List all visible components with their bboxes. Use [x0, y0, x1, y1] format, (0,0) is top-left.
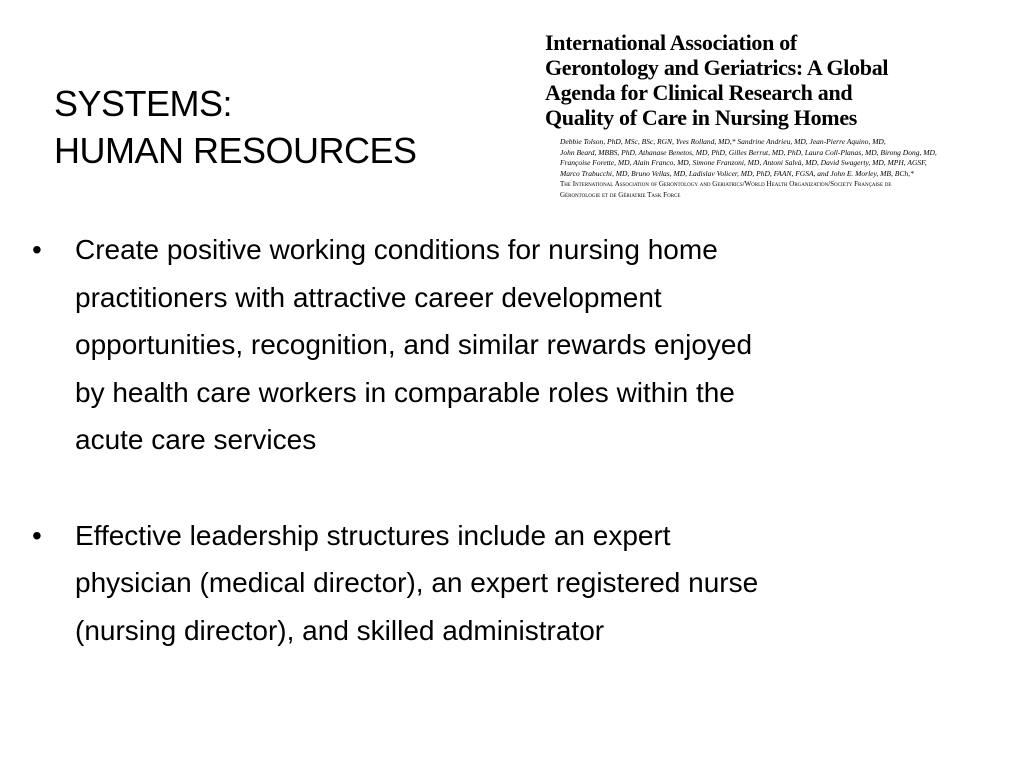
article-author-line: John Beard, MBBS, PhD, Athanase Benetos, MD, PhD, Gilles Berrut, MD, PhD, Laura Coll-Planas, MD, Birong Dong, MD,: [560, 147, 937, 157]
bullet-line: practitioners with attractive career development: [75, 281, 662, 313]
bullet-line: acute care services: [75, 424, 317, 455]
bullet-item: [32, 512, 982, 655]
bullet-item: [32, 226, 982, 464]
article-authors: [560, 137, 1000, 200]
article-title-line: Gerontology and Geriatrics: A Global: [545, 55, 889, 80]
slide-title: [54, 80, 494, 174]
bullet-line: Create positive working conditions for nursing home: [75, 234, 718, 265]
bullet-icon: •: [32, 519, 42, 551]
article-org-line: Gérontologie et de Gériatrie Task Force: [560, 190, 681, 199]
article-title-line: Agenda for Clinical Research and: [545, 80, 853, 105]
bullet-line: physician (medical director), an expert registered nurse: [75, 567, 759, 598]
article-author-line: Françoise Forette, MD, Alain Franco, MD, Simone Franzoni, MD, Antoni Salvà, MD, David Swagerty, MD, MPH, AGSF,: [560, 158, 927, 167]
bullet-list: [32, 226, 982, 654]
article-title-line: International Association of: [545, 30, 797, 55]
slide-title-line: SYSTEMS:: [54, 83, 233, 125]
article-author-line: Marco Trabucchi, MD, Bruno Vellas, MD, Ladislav Volicer, MD, PhD, FAAN, FGSA, and John E. Morley, MB, BCh,*: [560, 168, 914, 178]
bullet-line: by health care workers in comparable roles within the: [75, 376, 735, 408]
bullet-icon: •: [32, 234, 42, 265]
article-org-line: The International Association of Gerontology and Geriatrics/World Health Organization/Society Française de: [560, 180, 892, 188]
slide-title-line: HUMAN RESOURCES: [54, 130, 417, 172]
article-title-line: Quality of Care in Nursing Homes: [545, 105, 858, 130]
article-citation-image: [545, 30, 1000, 200]
article-title: [545, 30, 1000, 130]
bullet-line: opportunities, recognition, and similar rewards enjoyed: [75, 329, 753, 360]
bullet-line: Effective leadership structures include an expert: [75, 519, 671, 551]
article-author-line: Debbie Tolson, PhD, MSc, BSc, RGN, Yves Rolland, MD,* Sandrine Andrieu, MD, Jean-Pierre Aquino, MD,: [560, 137, 886, 146]
bullet-line: (nursing director), and skilled administrator: [75, 614, 605, 646]
